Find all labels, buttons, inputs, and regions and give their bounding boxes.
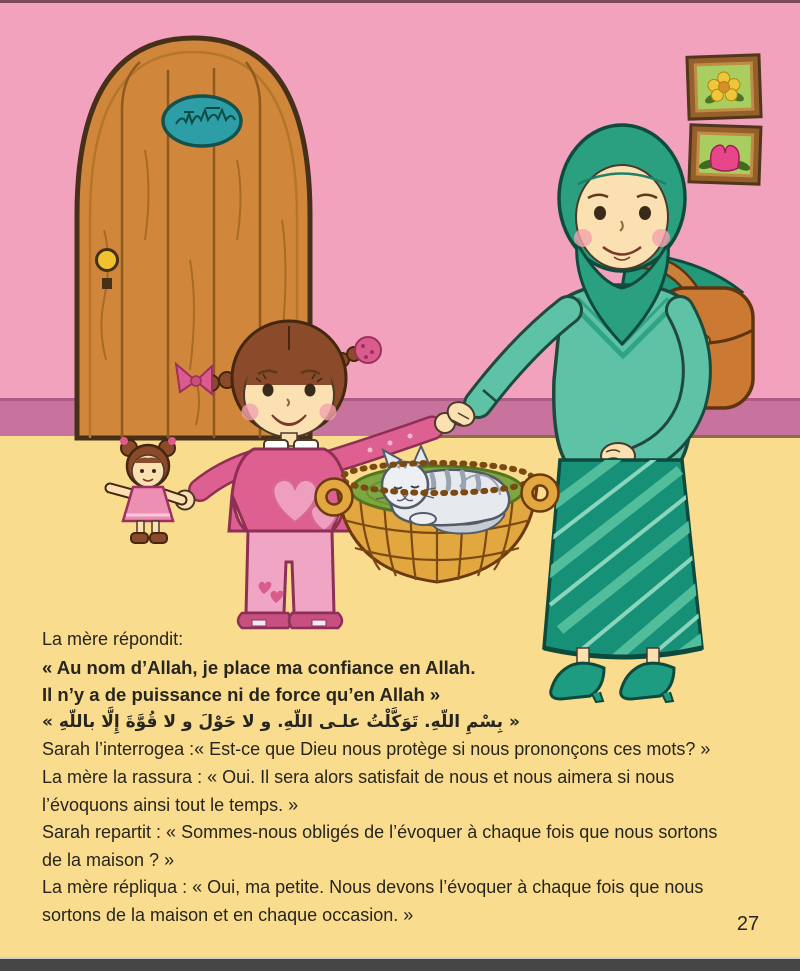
page-number: 27 [736, 913, 760, 935]
story-line: « Au nom d’Allah, je place ma confiance en Allah. [42, 656, 476, 678]
flower-picture-frame [687, 55, 761, 119]
story-text [42, 626, 766, 930]
story-line-arabic: « بِسْمِ اللّهِ. تَوَكَّلْتُ علـى اللّهِ. و لا حَوْلَ و لا قُوَّةَ إِلَّا باللّهِ » [42, 711, 520, 732]
arabic-calligraphy-plaque-icon [163, 96, 241, 146]
story-line: sortons de la maison et en chaque occasion. » [42, 904, 414, 925]
page-top-edge [0, 0, 800, 3]
story-line: Sarah repartit : « Sommes-nous obligés de l’évoquer à chaque fois que nous sortons [42, 822, 718, 843]
story-line: La mère la rassura : « Oui. Il sera alors satisfait de nous et nous aimera si nous [42, 766, 675, 787]
story-line: l’évoquons ainsi tout le temps. » [42, 794, 299, 815]
story-line: La mère répondit: [42, 629, 184, 649]
story-line: La mère répliqua : « Oui, ma petite. Nous devons l’évoquer à chaque fois que nous [42, 877, 704, 898]
story-line: Sarah l’interrogea :« Est-ce que Dieu nous protège si nous prononçons ces mots? » [42, 739, 711, 760]
tulip-picture-frame [689, 125, 761, 184]
story-line: Il n’y a de puissance ni de force qu’en Allah » [42, 684, 441, 706]
page-bottom-edge [0, 957, 800, 971]
story-line: de la maison ? » [42, 849, 175, 870]
